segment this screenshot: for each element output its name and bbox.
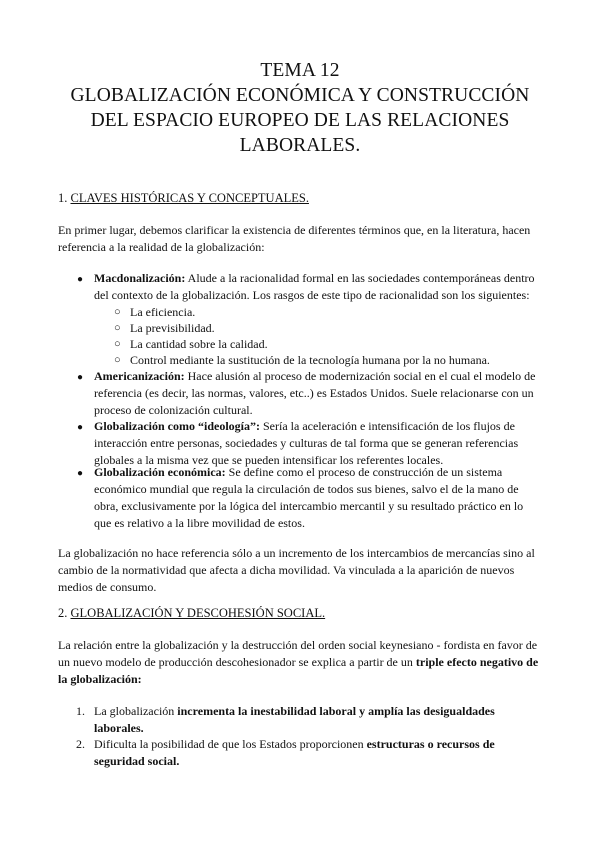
bullet-text: globales a la misma vez que se pueden intensificar los referentes locales. (94, 453, 444, 467)
paragraph-bold: triple efecto negativo de (415, 655, 539, 669)
item-bold: incrementa la inestabilidad laboral y amplía las desigualdades (177, 704, 495, 718)
item-text: Dificulta la posibilidad de que los Estados proporcionen (94, 737, 367, 751)
item-bold: estructuras o recursos de (366, 737, 495, 751)
document-title (40, 58, 560, 158)
paragraph-line: La globalización no hace referencia sólo a un incremento de los intercambios de mercancías sino al (58, 546, 535, 560)
bullet-text: del contexto de la globalización. Los rasgos de este tipo de racionalidad son los siguientes: (94, 288, 530, 302)
title-line: DEL ESPACIO EUROPEO DE LAS RELACIONES (90, 110, 510, 131)
bullet-text: Se define como el proceso de construcción de un sistema (225, 465, 503, 479)
bullet-item-macdonalizacion (94, 270, 546, 304)
numbered-item (94, 703, 544, 737)
section-1-closing (58, 545, 548, 596)
title-line: TEMA 12 (260, 60, 340, 81)
item-text: La globalización (94, 704, 178, 718)
section-2-heading (58, 605, 548, 622)
bullet-marker: ● (77, 468, 84, 479)
bullet-item-globalizacion-economica (94, 464, 546, 532)
section-1-intro (58, 222, 548, 256)
paragraph-line: cambio de la normatividad que afecta a dicha movilidad. Va vinculada a la aparición de nuevos (58, 563, 515, 577)
section-1-title: CLAVES HISTÓRICAS Y CONCEPTUALES. (70, 191, 309, 205)
bullet-item-americanizacion (94, 368, 546, 419)
item-bold: seguridad social. (94, 754, 180, 768)
bullet-marker: ● (77, 274, 84, 285)
section-2-title: GLOBALIZACIÓN Y DESCOHESIÓN SOCIAL. (70, 606, 326, 620)
sub-item: Control mediante la sustitución de la tecnología humana por la no humana. (130, 353, 490, 367)
section-2-intro (58, 637, 548, 688)
bullet-text: interacción entre personas, sociedades y culturas de tal forma que se generan referencias (94, 436, 519, 450)
title-line: GLOBALIZACIÓN ECONÓMICA Y CONSTRUCCIÓN (70, 85, 530, 106)
list-number: 1. (76, 704, 85, 718)
item-bold: laborales. (94, 721, 144, 735)
bullet-term: Macdonalización: (94, 271, 186, 285)
list-number: 2. (76, 737, 85, 751)
paragraph-text: un nuevo modelo de producción descohesionador se explica a partir de un (58, 655, 416, 669)
sub-bullet-marker: ○ (114, 338, 121, 350)
sub-item: La cantidad sobre la calidad. (130, 337, 268, 351)
paragraph-line: medios de consumo. (58, 580, 157, 594)
bullet-text: que es relativo a la libre movilidad de estos. (94, 516, 305, 530)
sub-item: La previsibilidad. (130, 321, 215, 335)
bullet-marker: ● (77, 422, 84, 433)
section-1-heading (58, 190, 548, 207)
sub-bullet-marker: ○ (114, 322, 121, 334)
numbered-item (94, 736, 544, 770)
sub-item: La eficiencia. (130, 305, 196, 319)
bullet-marker: ● (77, 372, 84, 383)
paragraph-line: referencia a la realidad de la globalización: (58, 240, 265, 254)
bullet-text: obra, exclusivamente por la lógica del intercambio mercantil y su resultado práctico en lo (94, 499, 524, 513)
paragraph-line: La relación entre la globalización y la destrucción del orden social keynesiano - fordista en favor de (58, 638, 538, 652)
bullet-item-ideologia (94, 418, 546, 469)
sub-bullet-marker: ○ (114, 354, 121, 366)
section-1-number: 1. (58, 191, 68, 205)
sub-bullet-marker: ○ (114, 306, 121, 318)
paragraph-line: En primer lugar, debemos clarificar la existencia de diferentes términos que, en la literatura, hacen (58, 223, 531, 237)
bullet-text: proceso de colonización cultural. (94, 403, 253, 417)
bullet-text: Hace alusión al proceso de modernización social en el cual el modelo de (184, 369, 536, 383)
bullet-term: Americanización: (94, 369, 185, 383)
bullet-text: Alude a la racionalidad formal en las sociedades contemporáneas dentro (185, 271, 535, 285)
bullet-term: Globalización económica: (94, 465, 226, 479)
bullet-text: referencia (es decir, las normas, valores, etc..) es Estados Unidos. Suele relacionarse con un (94, 386, 534, 400)
title-line: LABORALES. (239, 135, 361, 156)
section-2-number: 2. (58, 606, 68, 620)
bullet-term: Globalización como “ideología”: (94, 419, 260, 433)
bullet-text: Sería la aceleración e intensificación de los flujos de (260, 419, 515, 433)
paragraph-bold: la globalización: (58, 672, 142, 686)
bullet-text: económico mundial que regula la circulación de todos sus bienes, salvo el de la mano de (94, 482, 519, 496)
